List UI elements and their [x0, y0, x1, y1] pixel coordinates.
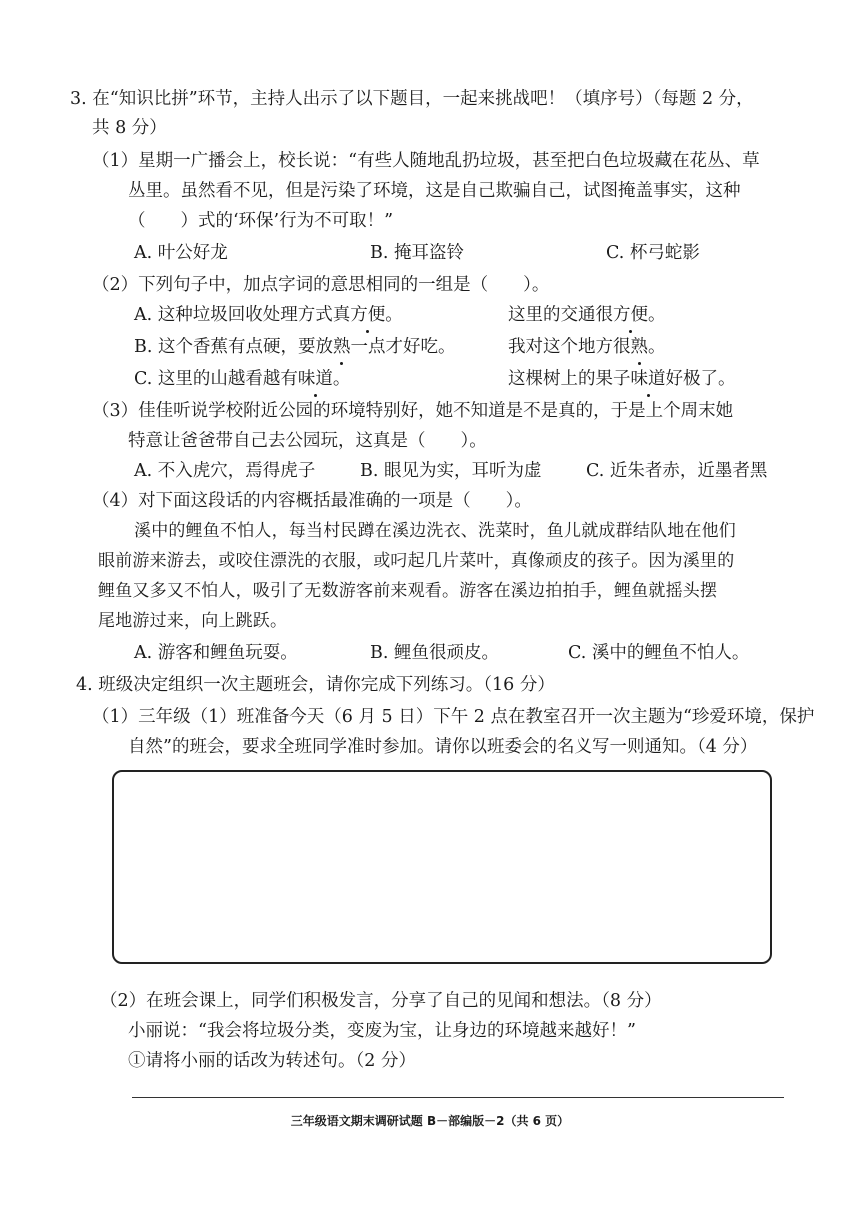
q3-2-option-b-pair [508, 334, 666, 360]
dotted-word: 熟 [333, 334, 351, 360]
dotted-word: 熟 [631, 334, 649, 360]
q3-3-stem: （3）佳佳听说学校附近公园的环境特别好，她不知道是不是真的，于是上个周末她 [92, 401, 734, 421]
q3-4-option-a[interactable]: A. 游客和鲤鱼玩耍。 [134, 643, 298, 663]
q3-2-option-a-pair [508, 302, 666, 328]
q3-3-option-b[interactable]: B. 眼见为实，耳听为虚 [360, 461, 542, 481]
q3-1-stem-2: 丛里。虽然看不见，但是污染了环境，这是自己欺骗自己，试图掩盖事实，这种 [128, 181, 741, 201]
q4-2-quote: 小丽说：“我会将垃圾分类，变废为宝，让身边的环境越来越好！” [128, 1021, 636, 1041]
q3-4-option-b[interactable]: B. 鲤鱼很顽皮。 [370, 643, 499, 663]
q3-2-option-c[interactable] [134, 366, 350, 392]
footer-divider [132, 1097, 784, 1098]
option-text: 这棵树上的果子 [508, 369, 631, 389]
option-text: C. 这里的山越看越有 [134, 369, 298, 389]
option-text: A. 这种垃圾回收处理方式真 [134, 305, 351, 325]
q3-4-passage-4: 尾地游过来，向上跳跃。 [98, 611, 288, 631]
q3-heading: 3. 在“知识比拼”环节，主持人出示了以下题目，一起来挑战吧！（填序号）（每题 2 分， [70, 89, 754, 109]
q3-1-option-b[interactable]: B. 掩耳盗铃 [370, 243, 464, 263]
q3-heading-cont: 共 8 分） [92, 118, 167, 138]
q4-1-stem-2: 自然”的班会，要求全班同学准时参加。请你以班委会的名义写一则通知。（4 分） [128, 737, 758, 757]
q3-4-stem: （4）对下面这段话的内容概括最准确的一项是（ ）。 [92, 491, 532, 511]
option-text: 这里的交通很 [508, 305, 613, 325]
q4-1-stem: （1）三年级（1）班准备今天（6 月 5 日）下午 2 点在教室召开一次主题为“珍爱环境，保护 [92, 707, 815, 727]
q3-3-option-c[interactable]: C. 近朱者赤，近墨者黑 [586, 461, 768, 481]
option-text: B. 这个香蕉有点硬，要放 [134, 337, 333, 357]
q3-4-passage-3: 鲤鱼又多又不怕人，吸引了无数游客前来观看。游客在溪边拍拍手，鲤鱼就摇头摆 [98, 581, 718, 601]
q4-2-stem: （2）在班会课上，同学们积极发言，分享了自己的见闻和想法。（8 分） [100, 991, 662, 1011]
q3-2-stem: （2）下列句子中，加点字词的意思相同的一组是（ ）。 [92, 275, 550, 295]
page-footer: 三年级语文期末调研试题 B－部编版－2（共 6 页） [290, 1114, 570, 1128]
q3-3-option-a[interactable]: A. 不入虎穴，焉得虎子 [134, 461, 316, 481]
q4-heading: 4. 班级决定组织一次主题班会，请你完成下列练习。（16 分） [76, 675, 555, 695]
q3-2-option-b[interactable] [134, 334, 456, 360]
dotted-word: 味道 [298, 366, 333, 392]
option-text: 一点才好吃。 [350, 337, 456, 357]
dotted-word: 方便 [350, 302, 385, 328]
dotted-word: 味道 [631, 366, 666, 392]
q3-1-option-c[interactable]: C. 杯弓蛇影 [606, 243, 700, 263]
q3-4-passage-2: 眼前游来游去，或咬住漂洗的衣服，或叼起几片菜叶，真像顽皮的孩子。因为溪里的 [98, 551, 735, 571]
q3-2-option-a[interactable] [134, 302, 403, 328]
option-text: 好极了。 [665, 369, 736, 389]
option-text: 。 [648, 305, 666, 325]
q3-2-option-c-pair [508, 366, 736, 392]
q3-3-stem-2: 特意让爸爸带自己去公园玩，这真是（ ）。 [128, 431, 487, 451]
option-text: 。 [385, 305, 403, 325]
q3-1-option-a[interactable]: A. 叶公好龙 [134, 243, 228, 263]
q3-4-passage-1: 溪中的鲤鱼不怕人，每当村民蹲在溪边洗衣、洗菜时，鱼儿就成群结队地在他们 [134, 521, 736, 541]
option-text: 。 [648, 337, 666, 357]
q4-2-subtask: ①请将小丽的话改为转述句。（2 分） [128, 1051, 416, 1071]
dotted-word: 方便 [613, 302, 648, 328]
option-text: 我对这个地方很 [508, 337, 631, 357]
option-text: 。 [332, 369, 351, 389]
notice-answer-box[interactable] [112, 770, 772, 964]
q3-1-stem: （1）星期一广播会上，校长说：“有些人随地乱扔垃圾，甚至把白色垃圾藏在花丛、草 [92, 151, 760, 171]
q3-1-stem-3: （ ）式的‘环保’行为不可取！” [128, 211, 394, 231]
q3-4-option-c[interactable]: C. 溪中的鲤鱼不怕人。 [568, 643, 750, 663]
